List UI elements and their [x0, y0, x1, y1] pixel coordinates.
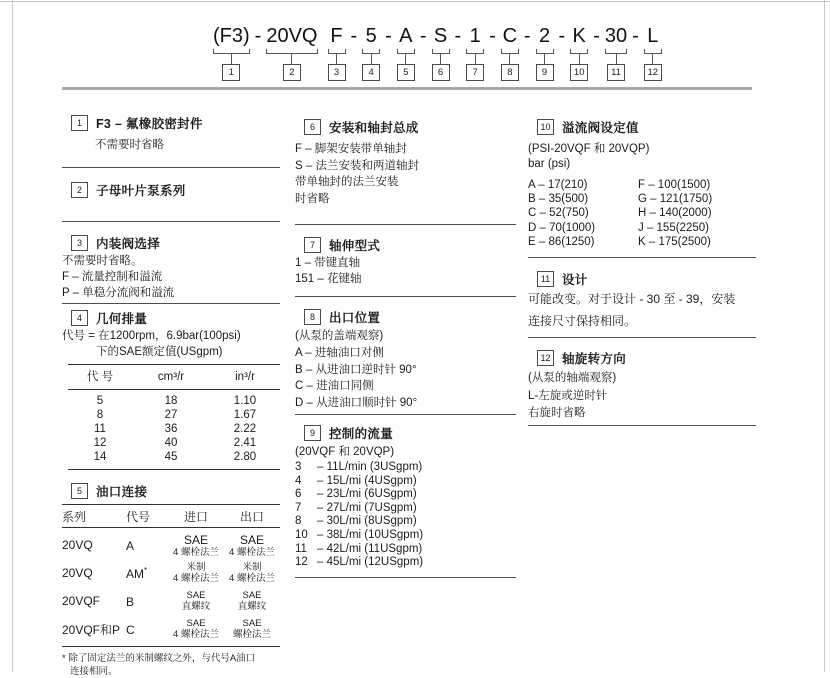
section-number-box: 1: [71, 115, 88, 131]
code-segment-text: 30: [604, 25, 628, 47]
section-title: 油口连接: [96, 485, 148, 499]
code-separator: -: [454, 25, 462, 47]
section-number-box: 6: [304, 119, 321, 135]
inlet-line1: SAE: [183, 532, 208, 547]
text-line: (PSI-20VQF 和 20VQP): [528, 143, 650, 155]
port-connection-table: [62, 504, 280, 647]
text-line: C – 进油口同侧: [295, 380, 374, 392]
table-row: [62, 531, 280, 559]
flow-desc: – 23L/mi (6USgpm): [317, 488, 417, 501]
section-body: [62, 328, 280, 360]
pressure-columns: [528, 178, 756, 249]
text-line: P – 单稳分流阀和溢流: [62, 287, 175, 299]
section-divider: [295, 296, 516, 297]
flow-desc: – 15L/mi (4USgpm): [317, 474, 417, 487]
top-divider-rule: [62, 87, 752, 90]
section-design: [528, 270, 756, 338]
inlet-cell: [168, 618, 224, 640]
text-line: 1 – 带键直轴: [295, 257, 361, 269]
cell: 2.22: [233, 423, 257, 435]
section-number-box: 3: [71, 235, 88, 251]
inlet-line2: 4 螺栓法兰: [173, 546, 219, 558]
outlet-line2: 4 螺栓法兰: [229, 573, 275, 584]
column-header: in³/r: [235, 371, 255, 383]
connector-line: [544, 54, 545, 64]
displacement-table: [68, 364, 280, 470]
code-value: A: [126, 538, 135, 553]
code-cell: [126, 538, 168, 553]
pressure-item: E – 86(1250): [528, 235, 595, 248]
code-cell: [126, 566, 168, 581]
pressure-item: C – 52(750): [528, 207, 589, 220]
flow-desc: – 38L/mi (10USgpm): [317, 528, 424, 541]
section-divider: [62, 167, 280, 168]
section-divider: [528, 257, 756, 258]
code-number-box: 11: [607, 64, 625, 81]
code-segment-10: [570, 24, 588, 81]
section-body: [528, 370, 756, 423]
table-row: [62, 615, 280, 643]
section-body: [295, 345, 516, 411]
outlet-line2: 螺栓法兰: [232, 629, 271, 640]
cell: 8: [96, 409, 104, 421]
code-segment-3: [328, 24, 346, 81]
table-body: [68, 390, 280, 469]
code-segment-7: [466, 24, 484, 81]
text-line: S – 法兰安装和两道轴封: [295, 159, 419, 172]
section-displacement: [62, 309, 280, 470]
section-valve-option: [62, 234, 280, 304]
code-separator: -: [632, 25, 639, 47]
code-number-box: 8: [501, 64, 519, 81]
section-controlled-flow: [295, 424, 516, 578]
section-mounting-seal: [295, 118, 516, 225]
code-separator: -: [350, 25, 358, 47]
pressure-item: J – 155(2250): [638, 221, 709, 234]
code-separator: -: [385, 25, 392, 47]
column-left: [62, 105, 280, 678]
cell: 40: [164, 437, 178, 449]
connector-line: [440, 54, 441, 64]
column-header: 代号: [126, 509, 151, 524]
cell: 27: [164, 409, 178, 421]
connector-line: [652, 54, 653, 64]
series-cell: 20VQF: [62, 594, 101, 608]
text-line: L-左旋或逆时针: [528, 389, 608, 402]
section-heading: [304, 308, 516, 326]
code-number-box: 4: [362, 64, 380, 81]
flow-item: [295, 475, 516, 489]
inlet-line1: SAE: [186, 590, 206, 601]
code-number-box: 7: [466, 64, 484, 81]
text-line: bar (psi): [528, 158, 571, 170]
flow-desc: – 45L/mi (12USgpm): [317, 556, 424, 569]
inlet-line2: 4 螺栓法兰: [173, 629, 219, 640]
section-heading: [537, 118, 756, 136]
code-separator: -: [489, 25, 496, 47]
flow-list: [295, 461, 516, 570]
table-row: [68, 450, 280, 464]
code-separator: -: [254, 25, 262, 47]
code-sup: *: [144, 565, 148, 575]
section-shaft-rotation: [528, 349, 756, 426]
table-header-row: [68, 365, 280, 389]
flow-item: [295, 488, 516, 502]
series-cell: 20VQF和P: [62, 622, 121, 637]
code-segment-text: 20VQ: [266, 25, 318, 47]
section-body: [62, 253, 280, 301]
section-number-box: 4: [71, 310, 88, 326]
column-header: 系列: [62, 509, 87, 524]
flow-item: [295, 461, 516, 475]
text-line: 带单轴封的法兰安装: [295, 176, 399, 188]
inlet-cell: [168, 533, 224, 558]
section-title: 出口位置: [329, 311, 381, 325]
section-title: 子母叶片泵系列: [96, 184, 186, 198]
connector-line: [579, 54, 580, 64]
section-fluorocarbon-seals: [62, 114, 280, 168]
flow-code: 4: [295, 474, 302, 487]
section-heading: [537, 349, 756, 367]
code-separator: -: [558, 25, 566, 47]
section-number-box: 5: [71, 483, 88, 499]
code-segment-11: [605, 24, 627, 81]
code-separator: -: [419, 25, 427, 47]
flow-code: 7: [295, 501, 302, 514]
flow-desc: – 27L/mi (7USgpm): [317, 501, 417, 514]
code-value: AM: [126, 566, 144, 581]
section-divider: [528, 425, 756, 426]
column-header: 代 号: [86, 371, 114, 383]
section-number-box: 2: [71, 182, 88, 198]
flow-item: [295, 515, 516, 529]
text-line: 下的SAE额定值(USgpm): [96, 346, 223, 358]
table-row: [62, 559, 280, 587]
connector-line: [509, 54, 510, 64]
section-number-box: 11: [537, 271, 554, 287]
table-body: [62, 528, 280, 646]
flow-code: 12: [295, 556, 308, 569]
code-cell: [126, 594, 168, 609]
section-heading: [304, 236, 516, 254]
code-number-box: 3: [328, 64, 346, 81]
code-number-box: 9: [536, 64, 554, 81]
code-segment-text: L: [647, 25, 659, 47]
page-edge-top: [0, 1, 830, 2]
code-segment-6: [432, 24, 450, 81]
cell: 18: [164, 395, 178, 407]
connector-line: [616, 54, 617, 64]
text-line: F – 流量控制和溢流: [62, 271, 163, 283]
text-line: 不需要时省略。: [62, 255, 143, 267]
pressure-item: B – 35(500): [528, 193, 589, 206]
text-line: F – 脚架安装带单轴封: [295, 143, 407, 155]
inlet-line2: 直螺纹: [181, 601, 211, 612]
pressure-item: F – 100(1500): [638, 179, 711, 191]
cell: 12: [93, 437, 107, 449]
pressure-item: K – 175(2500): [638, 235, 711, 248]
section-number-box: 12: [537, 350, 554, 366]
connector-line: [475, 54, 476, 64]
code-segment-text: 5: [365, 25, 377, 47]
series-cell: 20VQ: [62, 566, 93, 580]
connector-line: [336, 54, 337, 64]
section-outlet-position: [295, 308, 516, 415]
page-edge-left: [12, 0, 13, 672]
flow-item: [295, 543, 516, 557]
table-rule: [68, 469, 280, 470]
outlet-line1: SAE: [239, 532, 264, 547]
connector-line: [231, 54, 232, 64]
text-line: 不需要时省略: [95, 139, 164, 151]
flow-code: 8: [295, 515, 302, 528]
code-number-box: 5: [397, 64, 415, 81]
cell: 2.80: [233, 451, 257, 463]
outlet-line1: 米制: [242, 562, 262, 573]
table-row: [68, 422, 280, 436]
outlet-cell: [224, 590, 280, 612]
code-value: C: [126, 622, 135, 637]
section-heading: [71, 309, 280, 327]
code-segment-text: (F3): [213, 25, 250, 47]
code-value: B: [126, 594, 135, 609]
cell: 11: [94, 423, 106, 435]
cell: 1.10: [233, 395, 257, 407]
code-segment-text: K: [572, 25, 586, 47]
flow-item: [295, 556, 516, 570]
code-number-box: 6: [432, 64, 450, 81]
section-number-box: 8: [304, 309, 321, 325]
text-line: B – 从进油口逆时针 90°: [295, 363, 417, 376]
series-cell: 20VQ: [62, 538, 93, 552]
table-row: [68, 394, 280, 408]
text-line: (20VQF 和 20VQP): [295, 446, 395, 458]
column-header: 出口: [239, 509, 264, 524]
text-line: 代号 = 在1200rpm，6.9bar(100psi): [62, 330, 241, 342]
inlet-cell: [168, 562, 224, 584]
column-header: cm³/r: [157, 371, 185, 383]
section-divider: [528, 337, 756, 338]
connector-line: [291, 54, 292, 64]
code-segment-text: F: [330, 25, 343, 47]
inlet-cell: [168, 590, 224, 612]
section-body: [295, 141, 516, 207]
section-title: 设计: [562, 273, 588, 288]
cell: 36: [164, 423, 178, 435]
code-segment-5: [397, 24, 415, 81]
section-divider: [295, 414, 516, 415]
code-segment-text: A: [399, 25, 413, 47]
code-segment-8: [501, 24, 519, 81]
flow-desc: – 42L/mi (11USgpm): [317, 542, 423, 555]
flow-code: 10: [295, 528, 308, 541]
section-number-box: 10: [537, 119, 554, 135]
section-shaft-type: [295, 236, 516, 297]
code-segment-2: [266, 24, 317, 81]
text-line: 151 – 花键轴: [295, 273, 362, 285]
cell: 14: [93, 451, 107, 463]
pressure-column-right: [638, 178, 748, 249]
outlet-line2: 直螺纹: [237, 601, 267, 612]
page-edge-right: [824, 0, 825, 672]
text-line: 时省略: [295, 192, 330, 205]
inlet-line1: SAE: [186, 618, 206, 629]
inlet-line1: 米制: [186, 562, 206, 573]
text-line: 连接尺寸保持相同。: [528, 314, 637, 329]
code-segment-text: C: [502, 25, 518, 47]
column-header: 进口: [183, 509, 208, 524]
outlet-cell: [224, 562, 280, 584]
flow-desc: – 11L/min (3USgpm): [317, 461, 423, 473]
cell: 1.67: [233, 409, 257, 421]
flow-code: 3: [295, 461, 302, 473]
code-segment-text: 2: [538, 25, 551, 47]
section-title: 安装和轴封总成: [329, 121, 419, 135]
flow-desc: – 30L/mi (8USgpm): [317, 515, 417, 528]
cell: 45: [164, 451, 178, 463]
code-segment-9: [536, 24, 554, 81]
section-divider: [295, 224, 516, 225]
pressure-item: G – 121(1750): [638, 193, 713, 206]
section-heading: [304, 424, 516, 442]
section-title: 几何排量: [96, 312, 148, 326]
code-number-box: 2: [283, 64, 301, 81]
table-row: [68, 436, 280, 450]
section-heading: [71, 234, 280, 252]
cell: 5: [96, 395, 104, 407]
section-divider: [62, 221, 280, 222]
section-port-connections: [62, 482, 280, 678]
code-segment-1: [213, 24, 250, 81]
section-divider: [295, 577, 516, 578]
section-number-box: 7: [304, 237, 321, 253]
pressure-column-left: [528, 178, 638, 249]
connector-line: [371, 54, 372, 64]
section-heading: [71, 114, 280, 132]
table-header-row: [62, 505, 280, 527]
code-number-box: 10: [570, 64, 588, 81]
text-line: 右旋时省略: [528, 407, 586, 420]
pressure-item: D – 70(1000): [528, 221, 596, 234]
code-cell: [126, 622, 168, 637]
code-separator: -: [593, 25, 600, 47]
outlet-line2: 4 螺栓法兰: [229, 546, 275, 558]
section-relief-valve-setting: [528, 118, 756, 258]
column-middle: [295, 105, 516, 578]
code-number-box: 12: [644, 64, 662, 81]
connector-line: [405, 54, 406, 64]
outlet-line1: SAE: [242, 618, 262, 629]
code-separator: -: [523, 25, 531, 47]
model-code-diagram: [213, 24, 662, 81]
pressure-item: H – 140(2000): [638, 207, 712, 220]
inlet-line2: 4 螺栓法兰: [173, 573, 219, 584]
footnote-line: * 除了固定法兰的米制螺纹之外，与代号A油口: [62, 653, 256, 664]
text-line: A – 进轴油口对侧: [295, 347, 384, 359]
cell: 2.41: [233, 437, 257, 449]
section-title: 内装阀选择: [96, 237, 161, 251]
section-heading: [304, 118, 516, 136]
code-segment-text: S: [433, 25, 448, 47]
code-number-box: 1: [222, 64, 240, 81]
column-right: [528, 105, 756, 426]
text-line: D – 从进油口顺时针 90°: [295, 396, 418, 409]
footnote-line: 连接相同。: [70, 666, 118, 677]
table-row: [62, 587, 280, 615]
flow-item: [295, 502, 516, 516]
text-line: (从泵的轴端观察): [528, 372, 617, 385]
section-number-box: 9: [304, 425, 321, 441]
section-pump-series: [62, 181, 280, 222]
table-rule: [62, 646, 280, 647]
outlet-cell: [224, 618, 280, 640]
table-row: [68, 408, 280, 422]
section-title: F3 – 氟橡胶密封件: [96, 117, 203, 131]
section-divider: [62, 303, 280, 304]
flow-code: 6: [295, 488, 302, 501]
section-heading: [71, 181, 280, 199]
section-title: 轴伸型式: [329, 239, 381, 253]
code-segment-text: 1: [469, 25, 481, 47]
section-title: 控制的流量: [329, 427, 394, 441]
section-heading: [71, 482, 280, 500]
section-title: 溢流阀设定值: [562, 121, 639, 135]
text-line: 可能改变。对于设计 - 30 至 - 39，安装: [528, 292, 736, 307]
section-body: [295, 255, 516, 287]
flow-item: [295, 529, 516, 543]
pressure-item: A – 17(210): [528, 179, 588, 191]
code-segment-4: [362, 24, 380, 81]
section-heading: [537, 270, 756, 288]
outlet-cell: [224, 533, 280, 558]
flow-code: 11: [295, 542, 307, 555]
section-title: 轴旋转方向: [562, 352, 627, 367]
code-segment-12: [644, 24, 662, 81]
text-line: (从泵的盖端观察): [295, 330, 384, 342]
outlet-line1: SAE: [242, 590, 262, 601]
